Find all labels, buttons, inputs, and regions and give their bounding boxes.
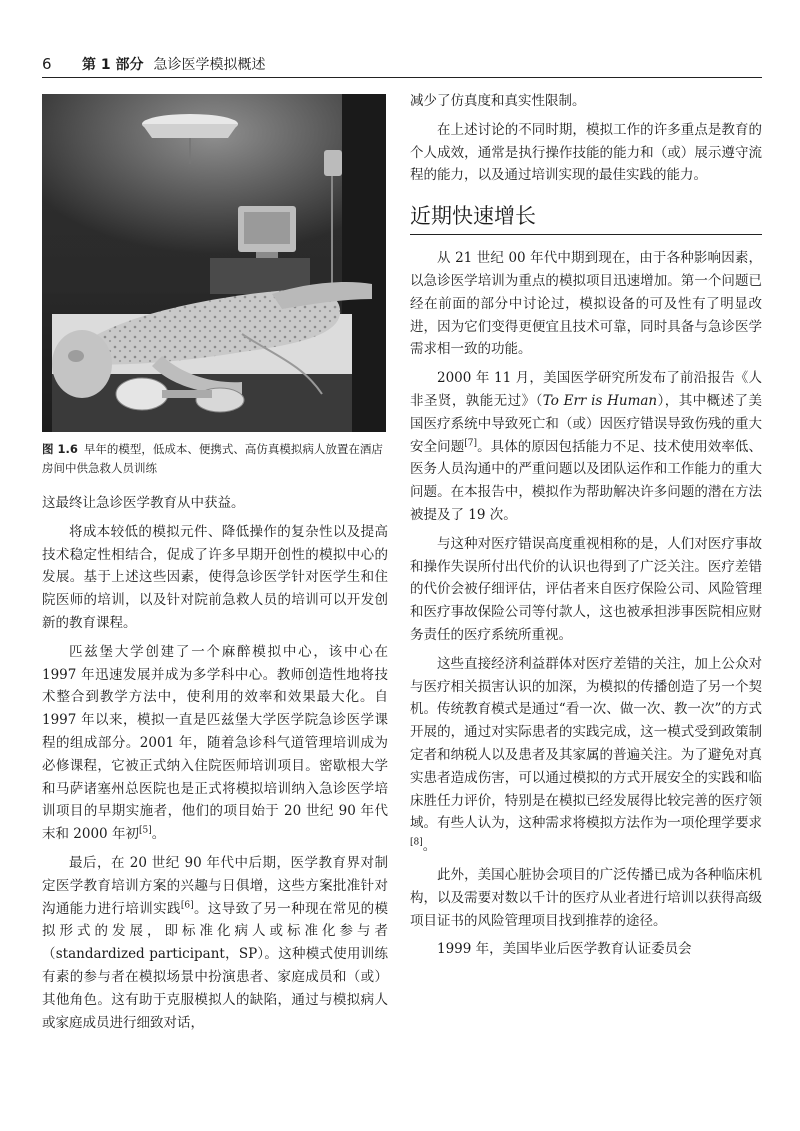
section-rule [410, 234, 762, 235]
header-rule [42, 77, 762, 78]
right-paragraph-2: 从 21 世纪 00 年代中期到现在，由于各种影响因素，以急诊医学培训为重点的模拟项目迅速增加。第一个问题已经在前面的部分中讨论过，模拟设备的可及性有了明显改进，因为它们变得更便宜且技术可靠，同时具备与急诊医学需求相一致的功能。 [410, 250, 762, 358]
left-continuation: 这最终让急诊医学教育从中获益。 [42, 495, 245, 511]
right-paragraph-5 [410, 653, 762, 858]
right-paragraph-7: 1999 年，美国毕业后医学教育认证委员会 [437, 941, 692, 958]
right-paragraph-5-text-b: 。 [422, 838, 437, 855]
right-column [410, 90, 762, 961]
left-paragraph-3 [42, 852, 388, 1034]
right-paragraph-6: 此外，美国心脏协会项目的广泛传播已成为各种临床机构，以及需要对数以千计的医疗从业者进行培训以获得高级项目证书的风险管理项目找到推荐的途径。 [410, 866, 762, 929]
citation-6: [6] [180, 900, 194, 911]
left-column [42, 90, 388, 1034]
manikin-photo-illustration [42, 94, 386, 432]
left-paragraph-2-end: 。 [151, 826, 166, 843]
part-label: 第 1 部分 [82, 57, 144, 73]
page-header [42, 52, 762, 76]
right-continuation: 减少了仿真度和真实性限制。 [410, 93, 586, 109]
right-paragraph-3 [410, 367, 762, 527]
citation-8: [8] [410, 837, 423, 848]
section-title: 近期快速增长 [410, 204, 536, 229]
figure-1-6-photo [42, 94, 386, 432]
left-paragraph-2-text: 匹兹堡大学创建了一个麻醉模拟中心，该中心在 1997 年迅速发展并成为多学科中心。教师创造性地将技术整合到教学方法中，使利用的效率和效果最大化。自 1997 年以来，模拟一直是匹兹堡大学医学院急诊医学课程的组成部分。2001 年，随着急诊科气道管理培训成为必修课程，它被正式纳入住院医师培训项目。密歇根大学和马萨诸塞州总医院也是正式将模拟培训纳入急诊医学培训项目的早期实施者，他们的项目始于 20 世纪 90 年代末和 2000 年初 [42, 643, 388, 843]
left-paragraph-3-text-a: 最后，在 20 世纪 90 年代中后期，医学教育界对制定医学教育培训方案的兴趣与日俱增，这些方案批准针对沟通能力进行培训实践 [42, 854, 388, 917]
page-number: 6 [42, 55, 52, 73]
citation-5: [5] [138, 825, 152, 836]
right-paragraph-3-text-b: ），其中概述了美国医疗系统中导致死亡和（或）因医疗错误导致伤残的重大安全问题 [410, 392, 762, 455]
report-title-english: To Err is Human [542, 392, 658, 409]
part-title: 急诊医学模拟概述 [153, 57, 266, 73]
left-paragraph-3-text-b: 。这导致了另一种现在常见的模拟形式的发展，即标准化病人或标准化参与者（standardized participant，SP）。这种模式使用训练有素的参与者在模拟场景中扮演患者、家庭成员和（或）其他角色。这有助于克服模拟人的缺陷，通过与模拟病人或家庭成员进行细致对话， [42, 900, 389, 1031]
right-paragraph-1: 在上述讨论的不同时期，模拟工作的许多重点是教育的个人成效，通常是执行操作技能的能力和（或）展示遵守流程的能力，以及通过培训实现的最佳实践的能力。 [410, 121, 762, 184]
left-paragraph-1: 将成本较低的模拟元件、降低操作的复杂性以及提高技术稳定性相结合，促成了许多早期开创性的模拟中心的发展。基于上述这些因素，使得急诊医学针对医学生和住院医师的培训，以及针对院前急救人员的培训可以开发创新的教育课程。 [42, 523, 388, 631]
right-paragraph-4: 与这种对医疗错误高度重视相称的是，人们对医疗事故和操作失误所付出代价的认识也得到了广泛关注。医疗差错的代价会被仔细评估，评估者来自医疗保险公司、风险管理和医疗事故保险公司等付款人，这也被承担涉事医院相应财务责任的医疗系统所重视。 [410, 535, 762, 643]
figure-caption-text: 早年的模型，低成本、便携式、高仿真模拟病人放置在酒店房间中供急救人员训练 [42, 442, 383, 475]
figure-caption [42, 440, 388, 478]
figure-label: 图 1.6 [42, 442, 78, 456]
right-paragraph-3-text-a: 2000 年 11 月，美国医学研究所发布了前沿报告《人非圣贤，孰能无过》（ [410, 370, 762, 409]
citation-7: [7] [464, 438, 478, 449]
right-paragraph-3-text-c: 。具体的原因包括能力不足、技术使用效率低、医务人员沟通中的严重问题以及团队运作和工作能力的重大问题。在本报告中，模拟作为帮助解决许多问题的潜在方法被提及了 19 次。 [410, 438, 763, 523]
left-paragraph-2 [42, 641, 388, 846]
right-paragraph-5-text-a: 这些直接经济利益群体对医疗差错的关注，加上公众对与医疗相关损害认识的加深，为模拟的传播创造了另一个契机。传统教育模式是通过“看一次、做一次、教一次”的方式开展的，通过对实际患者的实践完成，这一模式受到政策制定者和纳税人以及患者及其家属的普遍关注。为了避免对真实患者造成伤害，可以通过模拟的方式开展安全的实践和临床胜任力评价，特别是在模拟已经发展得比较完善的医疗领域。有些人认为，这种需求将模拟方法作为一项伦理学要求 [410, 655, 762, 832]
